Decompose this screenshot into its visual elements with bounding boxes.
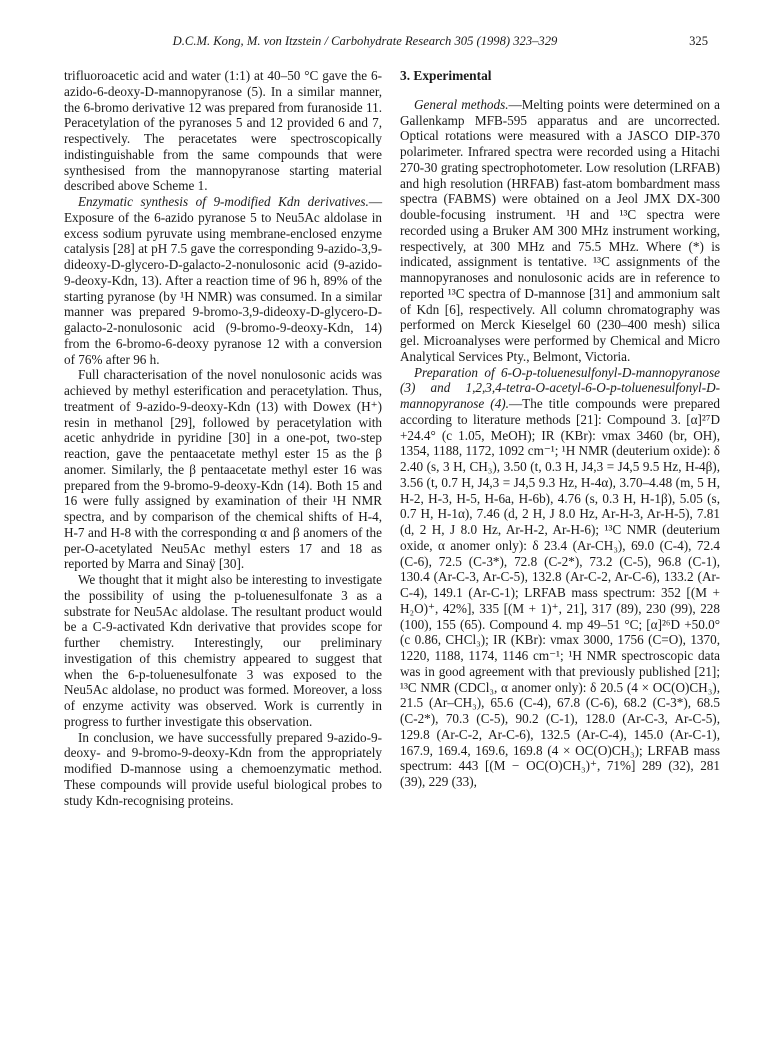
right-column bbox=[400, 68, 720, 790]
paragraph-title: Preparation of 6-O-p-toluenesulfonyl-D-mannopyranose (3) and 1,2,3,4-tetra-O-acetyl-6-O-p-toluenesulfonyl-D-mannopyranose (4). bbox=[400, 364, 720, 411]
paragraph-toluenesulfonate: We thought that it might also be interesting to investigate the possibility of using the p-toluenesulfonate 3 as a substrate for Neu5Ac aldolase. The resultant product would be a C-9-activated Kdn derivative that provides scope for further chemistry. Interestingly, our preliminary investigation of this chemistry appeared to suggest that when the 6-p-toluenesulfonate 3 was exposed to the Neu5Ac aldolase, no product was formed. Moreover, a loss of enzyme activity was observed. Work is currently in progress to further investigate this observation. bbox=[64, 572, 382, 729]
running-head: D.C.M. Kong, M. von Itzstein / Carbohydrate Research 305 (1998) 323–329 bbox=[172, 34, 558, 48]
paragraph-preparation-3-4 bbox=[400, 365, 720, 790]
paragraph-characterisation: Full characterisation of the novel nonulosonic acids was achieved by methyl esterification and peracetylation. Thus, treatment of 9-azido-9-deoxy-Kdn (13) with Dowex (H⁺) resin in methanol [29], followed by peracetylation with acetic anhydride in pyridine [30] in a one-pot, two-step reaction, gave the pentaacetate methyl ester 15 as the β anomer. Similarly, the β pentaacetate methyl ester 16 was prepared from the 9-bromo-9-deoxy-Kdn (14). Both 15 and 16 were fully assigned by examination of their ¹H NMR spectra, and by comparison of the chemical shifts of H-4, H-7 and H-8 with the corresponding α and β anomers of the per-O-acetylated Neu5Ac methyl esters 17 and 18 as reported by Marra and Sinaÿ [30]. bbox=[64, 367, 382, 572]
left-column bbox=[64, 68, 382, 808]
paragraph-body: —Exposure of the 6-azido pyranose 5 to Neu5Ac aldolase in excess sodium pyruvate using membrane-enclosed enzyme catalysis [28] at pH 7.5 gave the corresponding 9-azido-3,9-dideoxy-D-glycero-D-galacto-2-nonulosonic acid (9-azido-9-deoxy-Kdn, 13). After a reaction time of 96 h, 89% of the starting pyranose (by ¹H NMR) was consumed. In a similar manner was prepared 9-bromo-3,9-dideoxy-D-glycero-D-galacto-2-nonulosonic acid (9-bromo-9-deoxy-Kdn, 14) from the 6-bromo-6-deoxy pyranose 12 with a conversion of 76% after 96 h. bbox=[64, 194, 382, 367]
paragraph-body: —Melting points were determined on a Gallenkamp MFB-595 apparatus and are uncorrected. Optical rotations were measured with a JASCO DIP-370 polarimeter. Infrared spectra were recorded using a Hitachi 270-30 grating spectrophotometer. Low resolution (LRFAB) and high resolution (HRFAB) fast-atom bombardment mass spectra (FABMS) were obtained on a Jeol JMX DX-300 double-focusing instrument. ¹H and ¹³C spectra were recorded using a Bruker AM 300 MHz instrument working, respectively, at 300 MHz and 75.5 MHz. Where (*) is indicated, assignment is tentative. ¹³C assignments of the mannopyranoses and nonulosonic acids are in reference to reported ¹³C spectra of D-mannose [31] and ammonium salt of Kdn [6], respectively. All column chromatography was performed on Merck Kieselgel 60 (230–400 mesh) silica gel. Microanalyses were performed by Chemical and Micro Analytical Services Pty., Belmont, Victoria. bbox=[400, 96, 720, 364]
paragraph-conclusion: In conclusion, we have successfully prepared 9-azido-9-deoxy- and 9-bromo-9-deoxy-Kdn from the appropriately modified D-mannose using a chemoenzymatic method. These compounds will provide useful biological probes to study Kdn-recognising proteins. bbox=[64, 729, 382, 808]
paragraph-peracetylation: trifluoroacetic acid and water (1:1) at 40–50 °C gave the 6-azido-6-deoxy-D-mannopyranose (5). In a similar manner, the 6-bromo derivative 12 was prepared from furanoside 11. Peracetylation of the pyranoses 5 and 12 provided 6 and 7, respectively. The peracetates were spectroscopically indistinguishable from the same compounds that were synthesised from the mannopyranose starting material described above Scheme 1. bbox=[64, 68, 382, 194]
paragraph-title: General methods. bbox=[414, 96, 509, 112]
paragraph-general-methods bbox=[400, 97, 720, 365]
paragraph-body: —The title compounds were prepared according to literature methods [21]: Compound 3. [α]²⁷D +24.4° (c 1.05, MeOH); IR (KBr): νmax 3460 (br, OH), 1354, 1188, 1172, 1092 cm⁻¹; ¹H NMR (deuterium oxide): δ 2.40 (s, 3 H, CH₃), 3.50 (t, 0.3 H, J4,3 = J4,5 9.5 Hz, H-4β), 3.56 (t, 0.7 H, J4,3 = J4,5 9.3 Hz, H-4α), 3.70–4.48 (m, 5 H, H-2, H-3, H-5, H-6a, H-6b), 4.76 (s, 0.3 H, H-1β), 5.05 (s, 0.7 H, H-1α), 7.46 (d, 2 H, J 8.0 Hz, Ar-H-3, Ar-H-5), 7.81 (d, 2 H, J 8.0 Hz, Ar-H-2, Ar-H-6); ¹³C NMR (deuterium oxide, α anomer only): δ 23.4 (Ar-CH₃), 69.0 (C-4), 72.4 (C-6), 72.5 (C-3*), 72.8 (C-2*), 73.2 (C-5), 96.8 (C-1), 130.4 (Ar-C-3, Ar-C-5), 132.8 (Ar-C-2, Ar-C-6), 133.2 (Ar-C-4), 149.1 (Ar-C-1); LRFAB mass spectrum: 352 [(M + H₂O)⁺, 42%], 335 [(M + 1)⁺, 21], 317 (89), 230 (99), 228 (100), 155 (65). Compound 4. mp 49–51 °C; [α]²⁶D +50.0° (c 0.86, CHCl₃); IR (KBr): νmax 3000, 1756 (C=O), 1370, 1220, 1188, 1174, 1146 cm⁻¹; ¹H NMR spectroscopic data was in good agreement with that previously published [21]; ¹³C NMR (CDCl₃, α anomer only): δ 20.5 (4 × OC(O)CH₃), 21.5 (Ar–CH₃), 65.6 (C-4), 67.8 (C-6), 68.2 (C-3*), 68.5 (C-2*), 70.3 (C-5), 90.2 (C-1), 128.0 (Ar-C-3, Ar-C-5), 129.8 (Ar-C-2, Ar-C-6), 132.5 (Ar-C-4), 145.0 (Ar-C-1), 167.9, 169.4, 169.6, 169.8 (4 × OC(O)CH₃); LRFAB mass spectrum: 443 [(M − OC(O)CH₃)⁺, 71%] 289 (32), 281 (39), 229 (33), bbox=[400, 396, 720, 789]
page-number: 325 bbox=[689, 34, 708, 48]
section-heading-experimental: 3. Experimental bbox=[400, 68, 492, 83]
paragraph-title: Enzymatic synthesis of 9-modified Kdn derivatives. bbox=[78, 194, 369, 209]
paragraph-enzymatic-synthesis bbox=[64, 194, 382, 367]
